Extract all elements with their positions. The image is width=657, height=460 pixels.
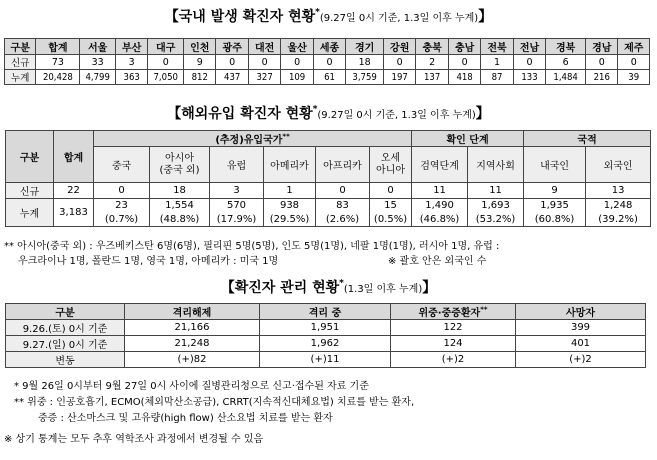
domestic-header-row [5, 39, 650, 55]
management-cell: (+)2 [391, 352, 516, 368]
management-title-close: 】 [422, 280, 437, 296]
management-row-label: 9.27.(일) 0시 기준 [6, 336, 125, 352]
overseas-note-line1: ** 아시아(중국 외) : 우즈베키스탄 6명(6명), 필리핀 5명(5명), 인도 5명(1명), 네팔 1명(1명), 러시아 1명, 유럽 : [4, 241, 500, 252]
overseas-cell: 3,183 [54, 199, 94, 227]
overseas-pct-cell: (2.6%) [316, 213, 370, 227]
domestic-header-cell: 합계 [36, 39, 80, 55]
domestic-header-cell: 경기 [346, 39, 384, 55]
overseas-title-sup: * [312, 104, 318, 115]
overseas-countries-label: (추정)유입국가 [215, 135, 283, 146]
domestic-title: 【국내 발생 확진자 현황 [164, 9, 316, 25]
overseas-cell: 11 [412, 183, 468, 199]
overseas-gubun-header: 구분 [6, 131, 54, 183]
domestic-cell: 812 [184, 70, 216, 85]
domestic-header-cell: 부산 [115, 39, 147, 55]
overseas-note-line2b: ※ 괄호 안은 외국인 수 [388, 256, 487, 267]
overseas-sub-header: 중국 [94, 147, 150, 183]
domestic-cell: 0 [148, 55, 184, 70]
management-cell: (+)82 [125, 352, 260, 368]
overseas-pct-cell: (39.2%) [586, 213, 651, 227]
overseas-cell: 1,490 [412, 199, 468, 213]
management-cell: 21,166 [125, 320, 260, 336]
overseas-total-header: 합계 [54, 131, 94, 183]
overseas-cell: 1,693 [468, 199, 524, 213]
overseas-title-close: 】 [475, 106, 490, 122]
domestic-cell: 197 [383, 70, 415, 85]
domestic-cell: 1,484 [546, 70, 586, 85]
overseas-header-row1 [6, 131, 651, 147]
management-table [5, 303, 646, 368]
overseas-sub-header: 검역단계 [412, 147, 468, 183]
overseas-sub-header: 외국인 [586, 147, 651, 183]
domestic-header-cell: 충남 [448, 39, 480, 55]
overseas-new-row [6, 183, 651, 199]
domestic-cell: 216 [586, 70, 618, 85]
domestic-cell: 73 [36, 55, 80, 70]
domestic-cell: 61 [313, 70, 345, 85]
domestic-cum-row [5, 70, 650, 85]
management-cell: 124 [391, 336, 516, 352]
domestic-header-cell: 구분 [5, 39, 36, 55]
management-header-cell: 격리 중 [260, 304, 391, 320]
overseas-section-title [0, 103, 657, 123]
overseas-cum-row [6, 199, 651, 213]
domestic-cell: 363 [115, 70, 147, 85]
overseas-cell: 1,554 [150, 199, 210, 213]
domestic-cell: 0 [281, 55, 313, 70]
domestic-cell: 133 [513, 70, 545, 85]
management-critical-label: 위중·중증환자 [418, 308, 481, 319]
management-row-label: 변동 [6, 352, 125, 368]
overseas-pct-cell: (53.2%) [468, 213, 524, 227]
management-cell: 21,248 [125, 336, 260, 352]
management-section-title [0, 277, 657, 297]
management-header-cell: 사망자 [516, 304, 646, 320]
domestic-cell: 437 [216, 70, 248, 85]
overseas-cell: 22 [54, 183, 94, 199]
overseas-header-row2 [6, 147, 651, 183]
management-cell: (+)11 [260, 352, 391, 368]
domestic-cell: 6 [546, 55, 586, 70]
management-note-line2: ** 위중 : 인공호흡기, ECMO(체외막산소공급), CRRT(지속적신대체요법) 치료를 받는 환자, [14, 397, 415, 408]
domestic-cell: 137 [416, 70, 448, 85]
management-cell: 1,951 [260, 320, 391, 336]
overseas-cell: 1,248 [586, 199, 651, 213]
domestic-cell: 1 [481, 55, 513, 70]
overseas-cell: 570 [210, 199, 264, 213]
overseas-pct-cell: (48.8%) [150, 213, 210, 227]
domestic-cell: 0 [513, 55, 545, 70]
domestic-cell: 7,050 [148, 70, 184, 85]
domestic-new-row [5, 55, 650, 70]
management-title-sup: * [339, 278, 344, 289]
overseas-pct-row [6, 213, 651, 227]
domestic-cell: 0 [383, 55, 415, 70]
overseas-pct-cell: (0.5%) [370, 213, 412, 227]
domestic-title-close: 】 [478, 9, 493, 25]
overseas-row-label: 누계 [6, 199, 54, 227]
domestic-header-cell: 전남 [513, 39, 545, 55]
overseas-pct-cell: (46.8%) [412, 213, 468, 227]
domestic-cell: 0 [448, 55, 480, 70]
overseas-cell: 23 [94, 199, 150, 213]
management-note-line3: 중증 : 산소마스크 및 고유량(high flow) 산소요법 치료를 받는 환자 [38, 413, 333, 424]
overseas-table [5, 130, 651, 227]
domestic-table [4, 38, 650, 85]
domestic-header-cell: 대전 [248, 39, 280, 55]
overseas-sub-header: 아시아 (중국 외) [150, 147, 210, 183]
domestic-header-cell: 서울 [80, 39, 116, 55]
management-note-line4: ※ 상기 통계는 모두 추후 역학조사 과정에서 변경될 수 있음 [4, 434, 264, 445]
management-row [6, 320, 646, 336]
domestic-cell: 3,759 [346, 70, 384, 85]
overseas-cell: 0 [94, 183, 150, 199]
domestic-header-cell: 제주 [618, 39, 650, 55]
domestic-cell: 18 [346, 55, 384, 70]
overseas-pct-cell: (60.8%) [524, 213, 586, 227]
domestic-cell: 0 [248, 55, 280, 70]
domestic-cell: 39 [618, 70, 650, 85]
management-header-cell-critical [391, 304, 516, 320]
overseas-sub-header: 아프리카 [316, 147, 370, 183]
overseas-cell: 83 [316, 199, 370, 213]
overseas-cell: 11 [468, 183, 524, 199]
management-row-label: 9.26.(토) 0시 기준 [6, 320, 125, 336]
domestic-header-cell: 경남 [586, 39, 618, 55]
overseas-confirm-header: 확인 단계 [412, 131, 524, 147]
domestic-cell: 109 [281, 70, 313, 85]
overseas-cell: 1,935 [524, 199, 586, 213]
overseas-countries-sup: ** [282, 132, 290, 141]
domestic-header-cell: 세종 [313, 39, 345, 55]
domestic-cell: 0 [618, 55, 650, 70]
domestic-subtitle: (9.27일 0시 기준, 1.3일 이후 누계) [319, 13, 479, 24]
domestic-header-cell: 전북 [481, 39, 513, 55]
domestic-row-label: 누계 [5, 70, 36, 85]
domestic-cell: 3 [115, 55, 147, 70]
overseas-sub-header: 내국인 [524, 147, 586, 183]
domestic-header-cell: 대구 [148, 39, 184, 55]
overseas-title: 【해외유입 확진자 현황 [167, 106, 313, 122]
overseas-row-label: 신규 [6, 183, 54, 199]
management-title: 【확진자 관리 현황 [220, 280, 340, 296]
overseas-pct-cell: (29.5%) [264, 213, 316, 227]
domestic-header-cell: 울산 [281, 39, 313, 55]
domestic-cell: 2 [416, 55, 448, 70]
overseas-sub-header: 아메리카 [264, 147, 316, 183]
domestic-cell: 87 [481, 70, 513, 85]
domestic-header-cell: 인천 [184, 39, 216, 55]
domestic-header-cell: 경북 [546, 39, 586, 55]
domestic-cell: 0 [216, 55, 248, 70]
overseas-cell: 1 [264, 183, 316, 199]
domestic-cell: 0 [313, 55, 345, 70]
overseas-subtitle: (9.27일 0시 기준, 1.3일 이후 누계) [317, 110, 476, 121]
domestic-cell: 4,799 [80, 70, 116, 85]
overseas-cell: 9 [524, 183, 586, 199]
management-cell: 401 [516, 336, 646, 352]
domestic-row-label: 신규 [5, 55, 36, 70]
overseas-cell: 3 [210, 183, 264, 199]
overseas-countries-header [94, 131, 412, 147]
overseas-cell: 18 [150, 183, 210, 199]
management-row [6, 336, 646, 352]
management-cell: 122 [391, 320, 516, 336]
domestic-cell: 20,428 [36, 70, 80, 85]
domestic-header-cell: 충북 [416, 39, 448, 55]
management-subtitle: (1.3일 이후 누계) [343, 284, 423, 295]
domestic-section-title [0, 6, 657, 26]
management-row [6, 352, 646, 368]
overseas-cell: 0 [370, 183, 412, 199]
management-header-cell: 구분 [6, 304, 125, 320]
domestic-header-cell: 광주 [216, 39, 248, 55]
domestic-cell: 418 [448, 70, 480, 85]
management-cell: 399 [516, 320, 646, 336]
domestic-cell: 327 [248, 70, 280, 85]
overseas-cell: 938 [264, 199, 316, 213]
overseas-note-line2: 우크라이나 1명, 폴란드 1명, 영국 1명, 아메리카 : 미국 1명 [18, 256, 279, 267]
overseas-cell: 13 [586, 183, 651, 199]
management-header-row [6, 304, 646, 320]
domestic-title-sup: * [315, 7, 320, 18]
management-cell: 1,962 [260, 336, 391, 352]
overseas-sub-header: 지역사회 [468, 147, 524, 183]
domestic-cell: 0 [586, 55, 618, 70]
management-note-line1: * 9월 26일 0시부터 9월 27일 0시 사이에 질병관리청으로 신고·접수된 자료 기준 [14, 381, 369, 392]
overseas-cell: 0 [316, 183, 370, 199]
domestic-cell: 9 [184, 55, 216, 70]
overseas-sub-header: 오세 아니아 [370, 147, 412, 183]
management-header-cell: 격리해제 [125, 304, 260, 320]
overseas-sub-header: 유럽 [210, 147, 264, 183]
overseas-nationality-header: 국적 [524, 131, 651, 147]
overseas-pct-cell: (17.9%) [210, 213, 264, 227]
domestic-header-cell: 강원 [383, 39, 415, 55]
management-critical-sup: ** [480, 305, 488, 314]
management-cell: (+)2 [516, 352, 646, 368]
domestic-cell: 33 [80, 55, 116, 70]
overseas-cell: 15 [370, 199, 412, 213]
overseas-pct-cell: (0.7%) [94, 213, 150, 227]
